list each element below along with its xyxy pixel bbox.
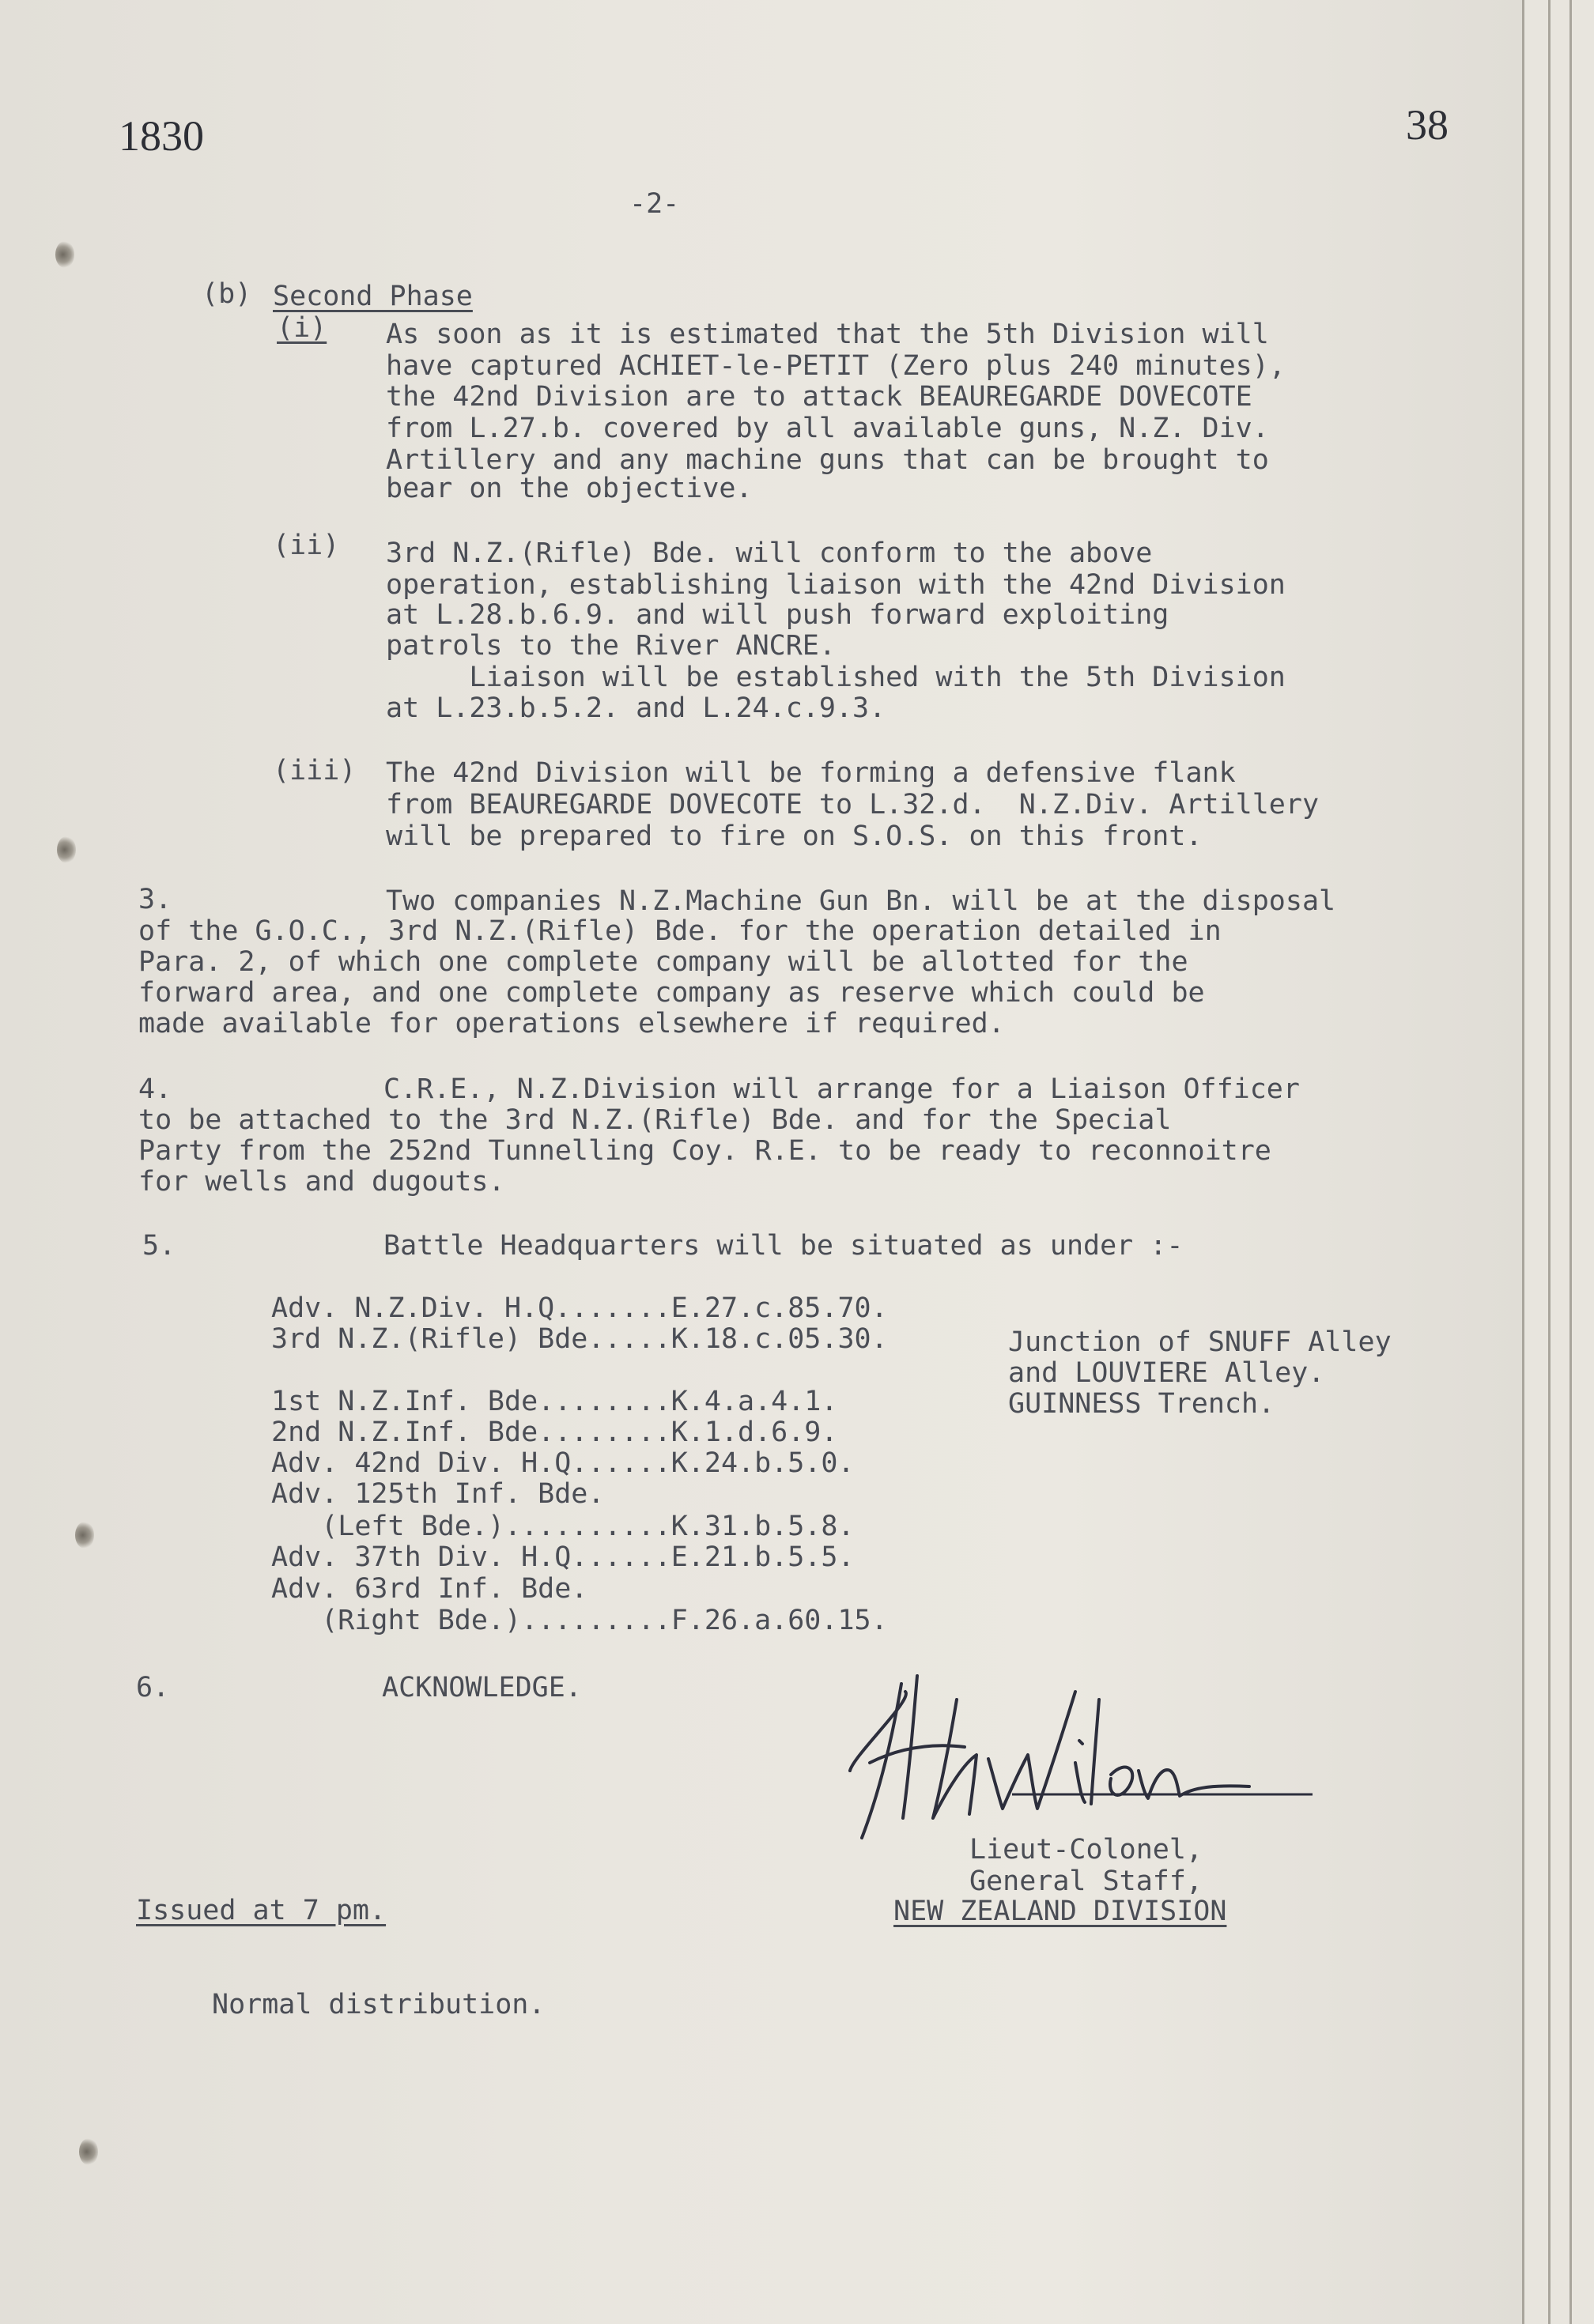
hq-table-row: (Left Bde.)..........K.31.b.5.8. (271, 1511, 855, 1542)
hq-table-row: Adv. N.Z.Div. H.Q.......E.27.c.85.70. (271, 1292, 888, 1324)
paragraph-line: made available for operations elsewhere if required. (138, 1008, 1005, 1039)
item-line: Artillery and any machine guns that can be brought to (386, 444, 1269, 476)
punch-hole (79, 2138, 98, 2165)
paragraph-line: C.R.E., N.Z.Division will arrange for a Liaison Officer (383, 1073, 1300, 1105)
item-line: operation, establishing liaison with the 42nd Division (386, 569, 1286, 601)
item-line: patrols to the River ANCRE. (386, 630, 836, 662)
item-line: from BEAUREGARDE DOVECOTE to L.32.d. N.Z.Div. Artillery (386, 789, 1320, 821)
paragraph-number: 5. (142, 1230, 176, 1262)
section-label: (b) (202, 278, 252, 310)
paragraph-line: Battle Headquarters will be situated as under :- (383, 1230, 1184, 1262)
page-edge (1569, 0, 1594, 2324)
item-line: the 42nd Division are to attack BEAUREGARDE DOVECOTE (386, 381, 1252, 413)
item-line: As soon as it is estimated that the 5th Division will (386, 319, 1269, 350)
hq-note-line: Junction of SNUFF Alley (1008, 1326, 1392, 1358)
item-line: 3rd N.Z.(Rifle) Bde. will conform to the above (386, 538, 1153, 569)
paragraph-line: Party from the 252nd Tunnelling Coy. R.E. to be ready to reconnoitre (138, 1135, 1271, 1167)
hq-table-row: Adv. 37th Div. H.Q......E.21.b.5.5. (271, 1541, 855, 1573)
signatory-rank: Lieut-Colonel, (969, 1834, 1203, 1866)
signatory-unit: NEW ZEALAND DIVISION (893, 1896, 1227, 1927)
page-number: 38 (1406, 101, 1449, 149)
punch-hole (57, 836, 76, 863)
item-line: The 42nd Division will be forming a defensive flank (386, 757, 1236, 789)
item-number: (iii) (273, 755, 357, 787)
hq-table-row: Adv. 42nd Div. H.Q......K.24.b.5.0. (271, 1447, 855, 1479)
punch-hole (75, 1522, 94, 1549)
issued-time: Issued at 7 pm. (136, 1895, 387, 1926)
item-line: Liaison will be established with the 5th Division (386, 662, 1286, 693)
item-line: have captured ACHIET-le-PETIT (Zero plus 240 minutes), (386, 350, 1286, 382)
paragraph-line: Two companies N.Z.Machine Gun Bn. will be at the disposal (386, 885, 1336, 917)
distribution-note: Normal distribution. (212, 1989, 546, 2020)
acknowledge-text: ACKNOWLEDGE. (382, 1672, 582, 1703)
hq-note-line: GUINNESS Trench. (1008, 1388, 1275, 1420)
paragraph-line: of the G.O.C., 3rd N.Z.(Rifle) Bde. for the operation detailed in (138, 915, 1222, 947)
paragraph-line: Para. 2, of which one complete company will be allotted for the (138, 946, 1188, 978)
paragraph-line: to be attached to the 3rd N.Z.(Rifle) Bde. and for the Special (138, 1104, 1172, 1136)
paragraph-line: for wells and dugouts. (138, 1166, 505, 1198)
paragraph-number: 4. (138, 1073, 172, 1105)
hq-table-row: 2nd N.Z.Inf. Bde........K.1.d.6.9. (271, 1417, 838, 1448)
item-line: at L.28.b.6.9. and will push forward exploiting (386, 599, 1169, 631)
section-heading: Second Phase (273, 281, 473, 312)
paragraph-number: 6. (136, 1672, 170, 1703)
hq-note-line: and LOUVIERE Alley. (1008, 1357, 1325, 1389)
hq-table-row: Adv. 125th Inf. Bde. (271, 1478, 605, 1510)
reference-number: 1830 (119, 112, 204, 160)
item-line: will be prepared to fire on S.O.S. on this front. (386, 821, 1203, 852)
item-number: (i) (277, 312, 327, 344)
hq-table-row: 3rd N.Z.(Rifle) Bde.....K.18.c.05.30. (271, 1323, 888, 1355)
hq-table-row: 1st N.Z.Inf. Bde........K.4.a.4.1. (271, 1386, 838, 1417)
paragraph-number: 3. (138, 884, 172, 915)
punch-hole (55, 241, 74, 268)
hq-table-row: (Right Bde.).........F.26.a.60.15. (271, 1605, 888, 1636)
item-line: at L.23.b.5.2. and L.24.c.9.3. (386, 692, 886, 724)
hq-table-row: Adv. 63rd Inf. Bde. (271, 1573, 588, 1605)
item-number: (ii) (273, 530, 340, 561)
handwritten-signature (838, 1668, 1328, 1850)
signatory-title: General Staff, (969, 1866, 1203, 1897)
item-line: from L.27.b. covered by all available guns, N.Z. Div. (386, 413, 1269, 444)
page-marker: -2- (629, 188, 680, 220)
item-line: bear on the objective. (386, 473, 753, 504)
paragraph-line: forward area, and one complete company as reserve which could be (138, 977, 1205, 1009)
